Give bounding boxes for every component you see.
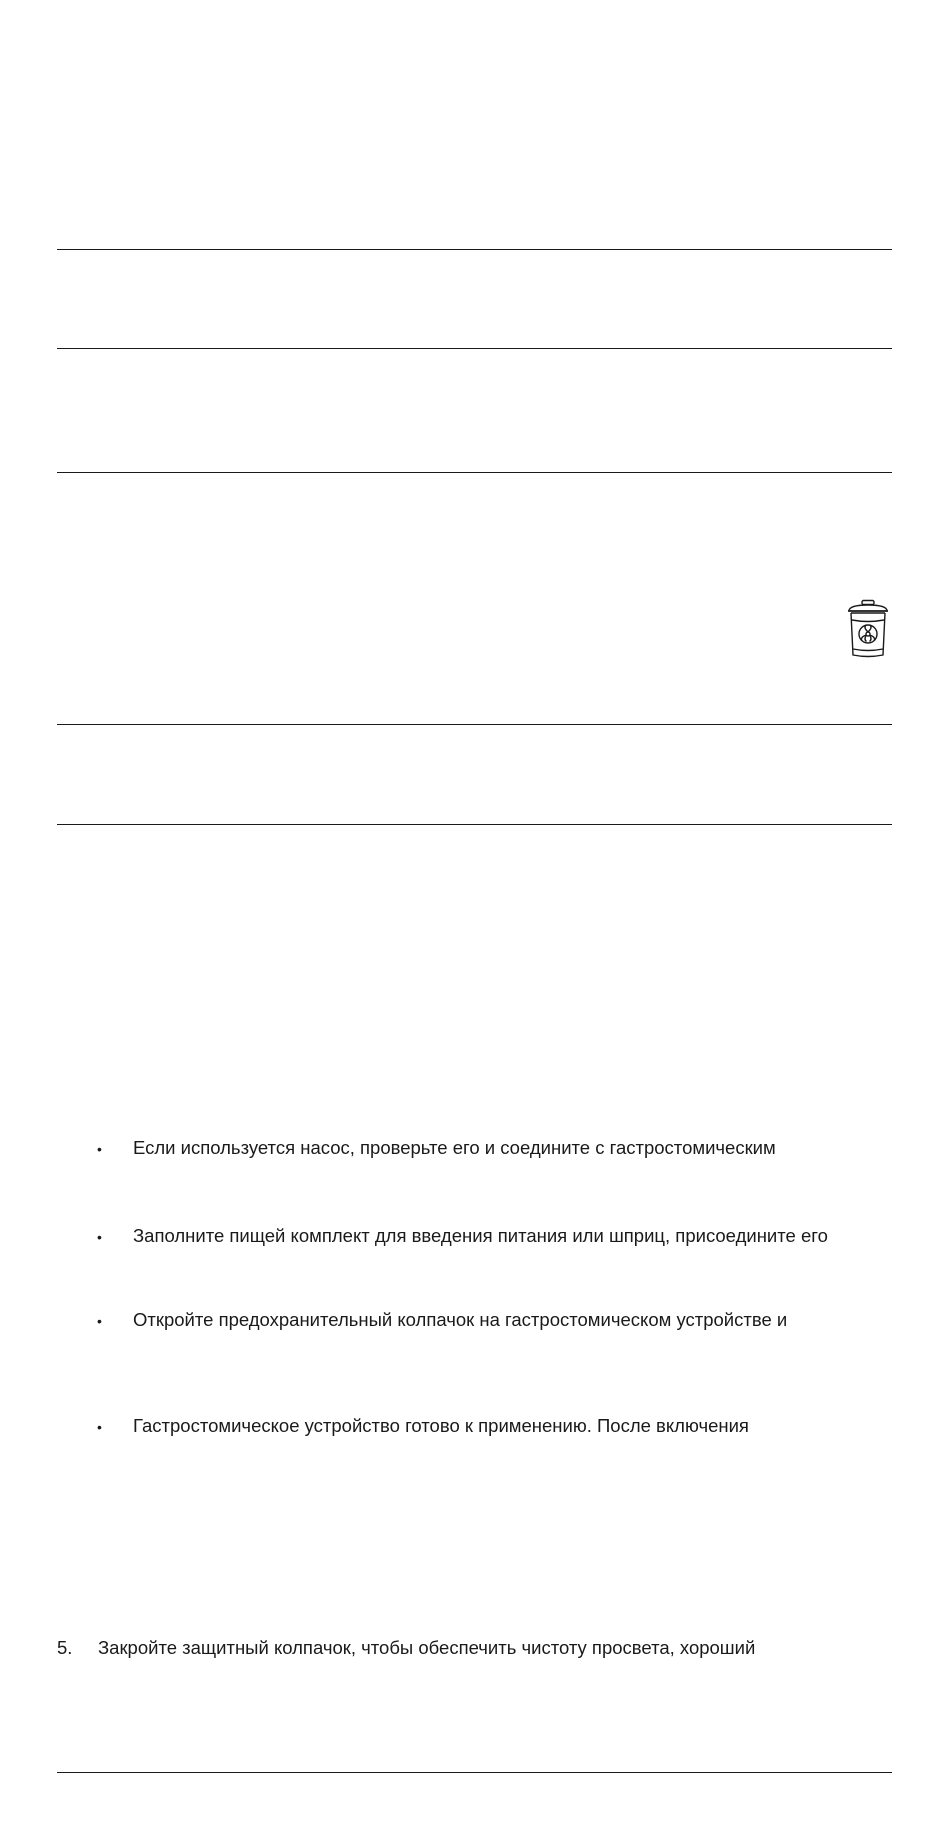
list-item <box>97 1415 749 1438</box>
bullet-marker: • <box>97 1229 102 1245</box>
step-text: Закройте защитный колпачок, чтобы обеспечить чистоту просвета, хороший <box>98 1637 756 1658</box>
divider-line <box>57 1772 892 1773</box>
biohazard-waste-bin-icon <box>845 599 891 659</box>
list-item-text: Заполните пищей комплект для введения питания или шприц, присоедините его <box>133 1225 828 1246</box>
list-item <box>97 1225 828 1248</box>
divider-line <box>57 249 892 250</box>
step-number: 5. <box>57 1637 73 1658</box>
divider-line <box>57 472 892 473</box>
list-item <box>97 1137 776 1160</box>
divider-line <box>57 724 892 725</box>
list-item-text: Откройте предохранительный колпачок на гастростомическом устройстве и <box>133 1309 788 1330</box>
list-item-text: Гастростомическое устройство готово к применению. После включения <box>133 1415 749 1436</box>
list-item-text: Если используется насос, проверьте его и соедините с гастростомическим <box>133 1137 776 1158</box>
bullet-marker: • <box>97 1141 102 1157</box>
bullet-marker: • <box>97 1419 102 1435</box>
divider-line <box>57 348 892 349</box>
list-item <box>97 1309 787 1332</box>
bullet-marker: • <box>97 1313 102 1329</box>
divider-line <box>57 824 892 825</box>
numbered-step <box>57 1637 755 1659</box>
